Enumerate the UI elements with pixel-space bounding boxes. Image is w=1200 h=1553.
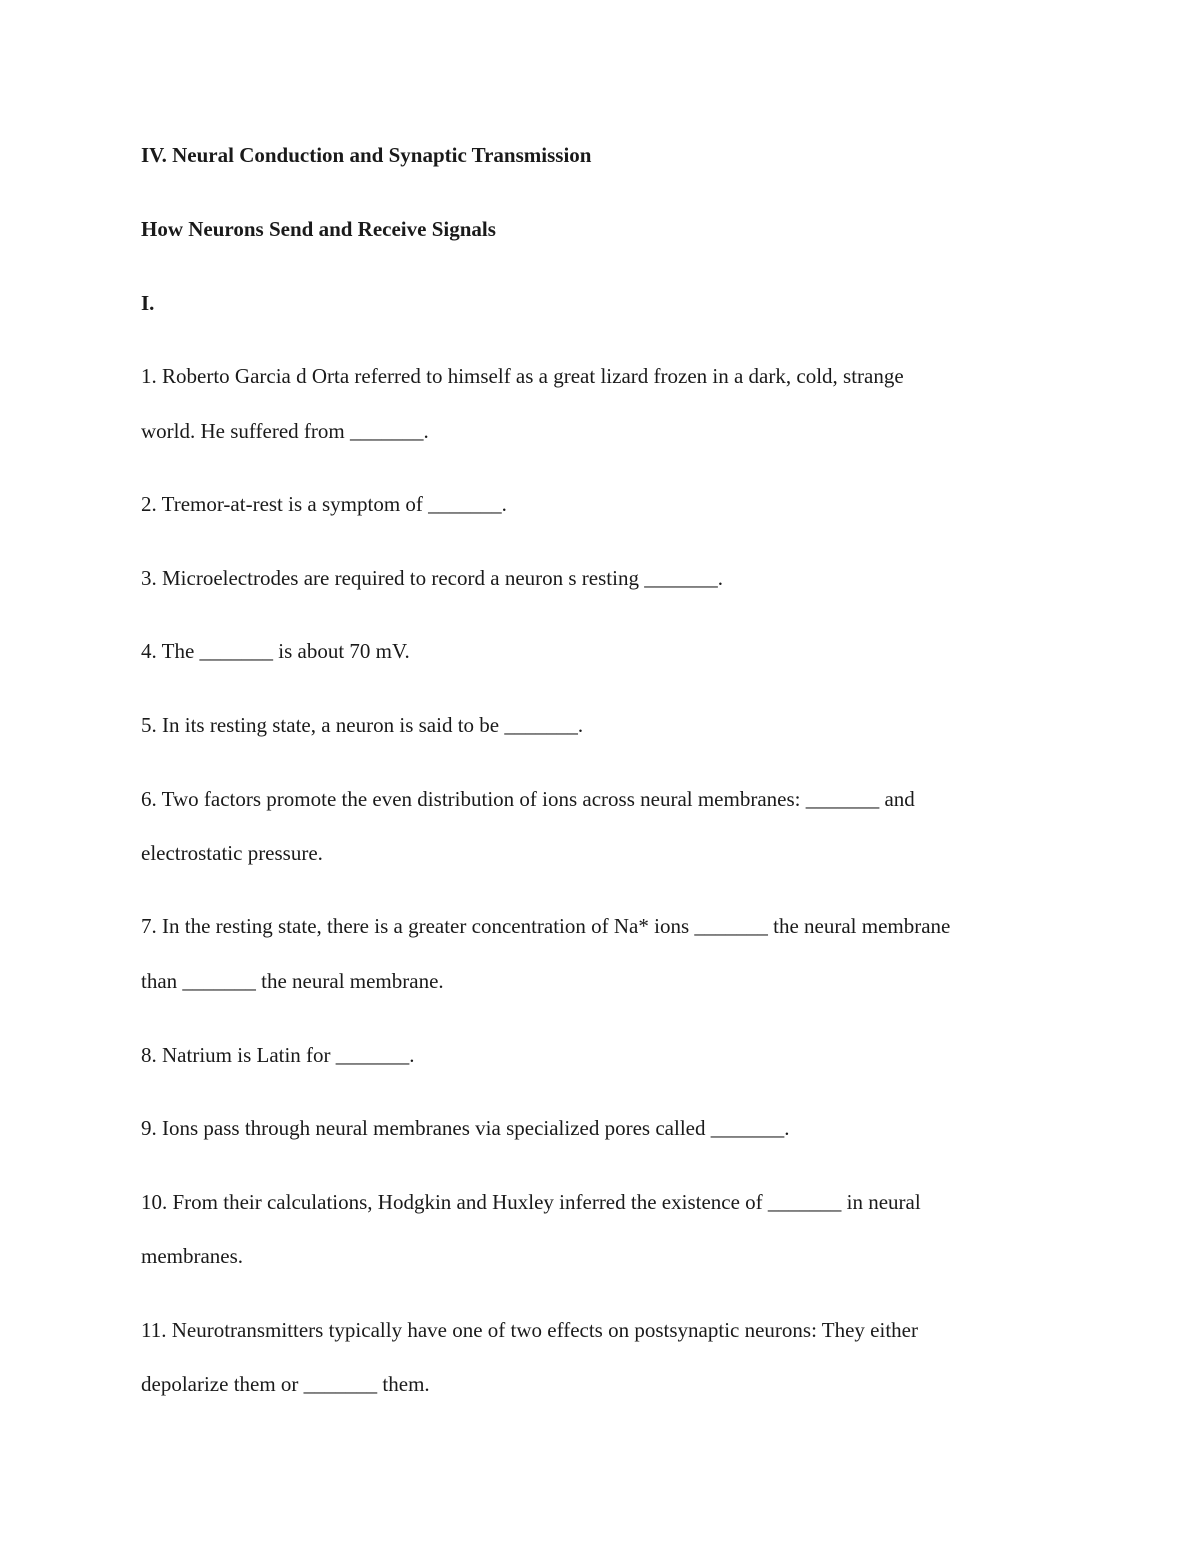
question-4: 4. The _______ is about 70 mV. bbox=[141, 639, 410, 663]
section-label: I. bbox=[141, 291, 155, 315]
question-1-line-2: world. He suffered from _______. bbox=[141, 419, 429, 443]
question-8: 8. Natrium is Latin for _______. bbox=[141, 1043, 415, 1067]
question-7-line-2: than _______ the neural membrane. bbox=[141, 969, 444, 993]
question-1-line-1: 1. Roberto Garcia d Orta referred to himself as a great lizard frozen in a dark, cold, strange bbox=[141, 364, 904, 388]
question-9: 9. Ions pass through neural membranes via specialized pores called _______. bbox=[141, 1116, 790, 1140]
question-6-line-1: 6. Two factors promote the even distribution of ions across neural membranes: _______ and bbox=[141, 787, 915, 811]
document-subtitle: How Neurons Send and Receive Signals bbox=[141, 217, 496, 241]
question-6-line-2: electrostatic pressure. bbox=[141, 841, 323, 865]
question-3: 3. Microelectrodes are required to record a neuron s resting _______. bbox=[141, 566, 723, 590]
question-10-line-2: membranes. bbox=[141, 1244, 244, 1268]
question-10-line-1: 10. From their calculations, Hodgkin and Huxley inferred the existence of _______ in neural bbox=[141, 1190, 921, 1214]
question-2: 2. Tremor-at-rest is a symptom of _______. bbox=[141, 492, 507, 516]
question-7-line-1: 7. In the resting state, there is a greater concentration of Na* ions _______ the neural membrane bbox=[141, 914, 951, 938]
question-11-line-1: 11. Neurotransmitters typically have one of two effects on postsynaptic neurons: They either bbox=[141, 1318, 918, 1342]
question-11-line-2: depolarize them or _______ them. bbox=[141, 1372, 430, 1396]
document-title: IV. Neural Conduction and Synaptic Transmission bbox=[141, 143, 592, 167]
question-5: 5. In its resting state, a neuron is said to be _______. bbox=[141, 713, 584, 737]
